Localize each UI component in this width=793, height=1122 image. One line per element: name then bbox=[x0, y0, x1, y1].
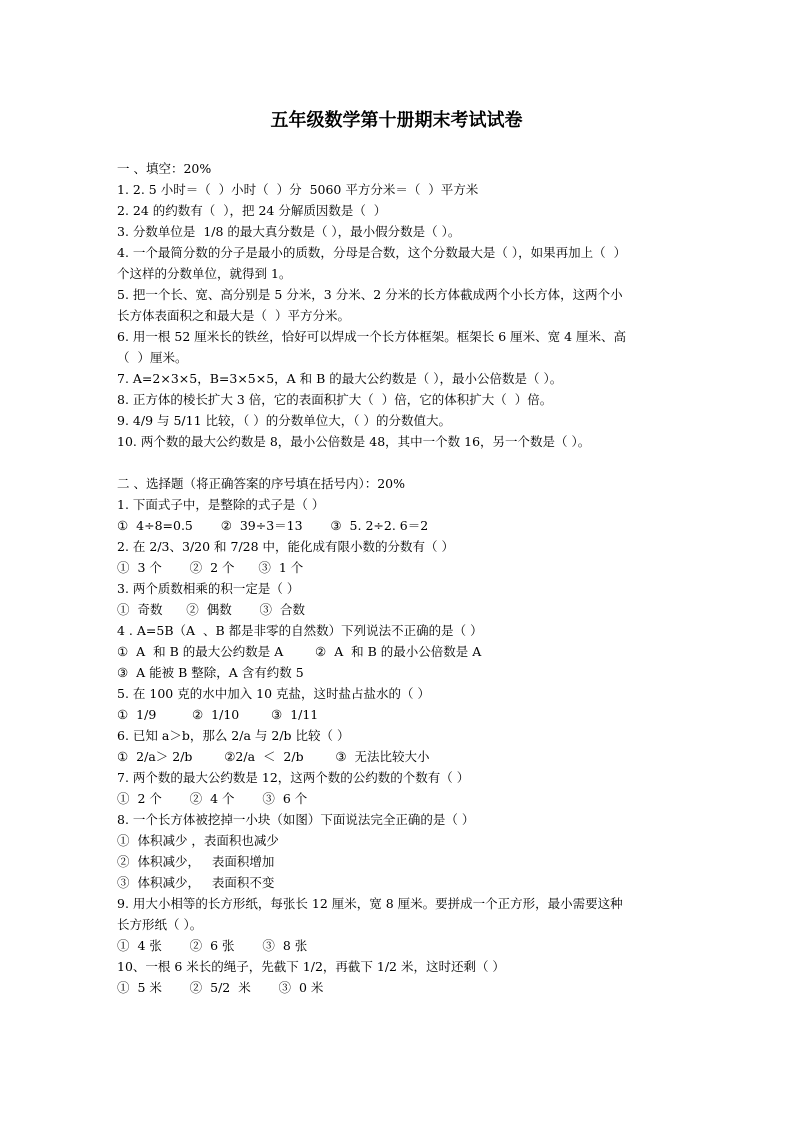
option-line: ① 1/9 ② 1/10 ③ 1/11 bbox=[117, 707, 319, 722]
question-line: 3. 两个质数相乘的积一定是（ ） bbox=[117, 581, 300, 596]
question-line: 6. 已知 a＞b，那么 2/a 与 2/b 比较（ ） bbox=[117, 728, 350, 743]
option-line: ① 4 张 ② 6 张 ③ 8 张 bbox=[117, 938, 308, 953]
exam-body bbox=[117, 158, 679, 998]
section-heading-fill-blank: 一 、填空：20% bbox=[117, 161, 212, 176]
option-line: ③ A 能被 B 整除，A 含有约数 5 bbox=[117, 665, 304, 680]
question-line: 10. 两个数的最大公约数是 8，最小公倍数是 48，其中一个数 16，另一个数是（ ）。 bbox=[117, 434, 591, 449]
question-line: 长方形纸（ ）。 bbox=[117, 917, 203, 932]
option-line: ③ 体积减少， 表面积不变 bbox=[117, 875, 275, 890]
option-line: ① 5 米 ② 5/2 米 ③ 0 米 bbox=[117, 980, 324, 995]
question-line: 个这样的分数单位，就得到 1。 bbox=[117, 266, 292, 281]
question-line: 4 . A=5B（A 、B 都是非零的自然数）下列说法不正确的是（ ） bbox=[117, 623, 483, 638]
question-line: 8. 一个长方体被挖掉一小块（如图）下面说法完全正确的是（ ） bbox=[117, 812, 475, 827]
question-line: 10、一根 6 米长的绳子，先截下 1/2，再截下 1/2 米，这时还剩（ ） bbox=[117, 959, 505, 974]
option-line: ① 奇数 ② 偶数 ③ 合数 bbox=[117, 602, 305, 617]
section-spacer bbox=[117, 452, 679, 473]
question-line: 1. 2. 5 小时＝（ ）小时（ ）分 5060 平方分米＝（ ）平方米 bbox=[117, 182, 479, 197]
question-line: 5. 把一个长、宽、高分别是 5 分米，3 分米、2 分米的长方体截成两个小长方体，这两个小 bbox=[117, 287, 623, 302]
question-line: （ ）厘米。 bbox=[117, 350, 188, 365]
question-line: 9. 4/9 与 5/11 比较，（ ）的分数单位大，（ ）的分数值大。 bbox=[117, 413, 451, 428]
question-line: 8. 正方体的棱长扩大 3 倍，它的表面积扩大（ ）倍，它的体积扩大（ ）倍。 bbox=[117, 392, 553, 407]
option-line: ① 2 个 ② 4 个 ③ 6 个 bbox=[117, 791, 308, 806]
question-line: 7. A=2×3×5，B=3×5×5，A 和 B 的最大公约数是（ ），最小公倍数是（ ）。 bbox=[117, 371, 563, 386]
option-line: ① A 和 B 的最大公约数是 A ② A 和 B 的最小公倍数是 A bbox=[117, 644, 482, 659]
question-line: 9. 用大小相等的长方形纸，每张长 12 厘米，宽 8 厘米。要拼成一个正方形，最小需要这种 bbox=[117, 896, 623, 911]
option-line: ② 体积减少， 表面积增加 bbox=[117, 854, 275, 869]
section-heading-multiple-choice: 二 、选择题（将正确答案的序号填在括号内）：20% bbox=[117, 476, 406, 491]
option-line: ① 2/a＞ 2/b ②2/a ＜ 2/b ③ 无法比较大小 bbox=[117, 749, 430, 764]
question-line: 1. 下面式子中，是整除的式子是（ ） bbox=[117, 497, 325, 512]
option-line: ① 体积减少 ，表面积也减少 bbox=[117, 833, 279, 848]
question-line: 2. 24 的约数有（ ），把 24 分解质因数是（ ） bbox=[117, 203, 387, 218]
option-line: ① 3 个 ② 2 个 ③ 1 个 bbox=[117, 560, 304, 575]
question-line: 3. 分数单位是 1/8 的最大真分数是（ ），最小假分数是（ ）。 bbox=[117, 224, 461, 239]
page-title: 五年级数学第十册期末考试试卷 bbox=[270, 110, 523, 131]
question-line: 2. 在 2/3、3/20 和 7/28 中，能化成有限小数的分数有（ ） bbox=[117, 539, 455, 554]
question-line: 6. 用一根 52 厘米长的铁丝，恰好可以焊成一个长方体框架。框架长 6 厘米、宽 4 厘米、高 bbox=[117, 329, 627, 344]
option-line: ① 4÷8=0.5 ② 39÷3＝13 ③ 5. 2÷2. 6＝2 bbox=[117, 518, 429, 533]
question-line: 5. 在 100 克的水中加入 10 克盐，这时盐占盐水的（ ） bbox=[117, 686, 431, 701]
question-line: 7. 两个数的最大公约数是 12，这两个数的公约数的个数有（ ） bbox=[117, 770, 470, 785]
question-line: 4. 一个最简分数的分子是最小的质数，分母是合数，这个分数最大是（ ），如果再加上（ ） bbox=[117, 245, 627, 260]
question-line: 长方体表面积之和最大是（ ）平方分米。 bbox=[117, 308, 350, 323]
